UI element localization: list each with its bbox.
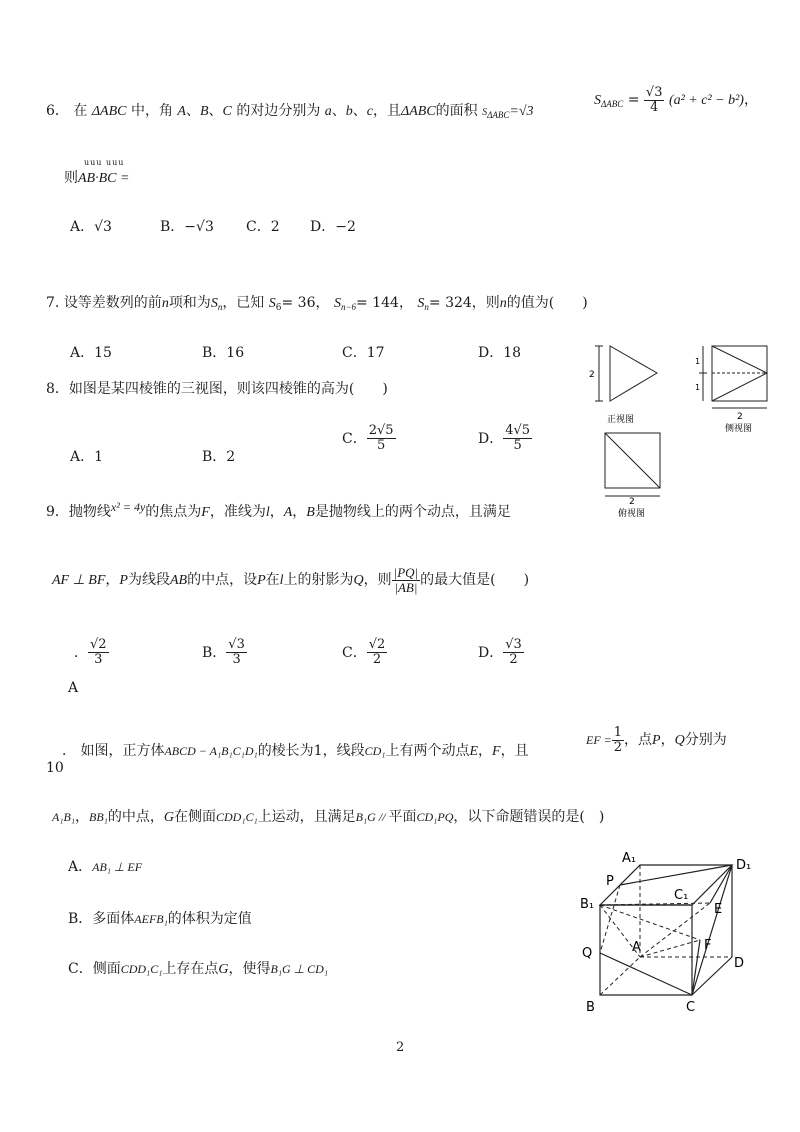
top-view-label: 俯视图 [618, 509, 646, 519]
q10-number: 10 [46, 760, 64, 776]
q9-line2 [52, 566, 529, 594]
q6-formula-eq: = [627, 92, 640, 109]
q9-text: 的最大值是( ) [420, 572, 530, 589]
q10-text: 上运动，且满足 [257, 809, 356, 825]
frac-num: √2 [90, 637, 107, 652]
q6-formula-sub: ΔABC [601, 99, 624, 110]
q6-option-b[interactable] [160, 216, 214, 236]
q10-option-b[interactable] [68, 908, 252, 928]
side-dim-1a: 1 [695, 357, 701, 366]
q10-option-a[interactable] [68, 856, 142, 876]
q6-formula-s: S [594, 93, 601, 109]
option-letter: A [68, 680, 79, 696]
q6-area-eq: =√3 [509, 104, 534, 119]
option-label: D． [310, 219, 336, 235]
option-value: 18 [503, 345, 522, 361]
side-view-label: 侧视图 [725, 424, 753, 434]
q10-cube: ABCD − A₁B₁C₁D₁ [164, 744, 258, 758]
q7-line: 7. 设等差数列的前n项和为$S_n$，已知 $S_6= 36$， $S_{n-6}= 144$， $S_n= 324$，则n的值为( ) [46, 295, 588, 313]
option-label: D． [478, 345, 504, 361]
q10-text: 的中点， [107, 809, 164, 825]
option-text: ，使得 [228, 961, 271, 977]
q9-var: A [283, 505, 293, 520]
q9-text: ，则 [363, 572, 392, 589]
q10-var: Q [674, 733, 685, 749]
q7-option-b[interactable] [202, 342, 244, 362]
option-label: A． [70, 345, 95, 361]
q10-text: ，且 [500, 743, 529, 759]
option-value: 2 [270, 219, 280, 235]
option-label: D． [478, 431, 504, 448]
label-A1: A₁ [622, 851, 637, 866]
q10-text: 在侧面 [173, 809, 216, 825]
q9-text: 是抛物线上的两个动点，且满足 [314, 504, 511, 520]
q10-text: ，点 [624, 732, 653, 749]
q10-text: 如图，正方体 [80, 743, 165, 759]
q10-line1b [586, 726, 727, 754]
q10-text: 分别为 [684, 732, 727, 749]
q6-vector-marks: uuu uuu [84, 158, 125, 167]
label-F: F [704, 938, 712, 953]
q6-text: 的面积 [435, 103, 478, 119]
option-fraction [88, 638, 109, 666]
q10-dot: ． [62, 743, 76, 759]
option-label: A． [70, 449, 95, 465]
q6-var: C [222, 104, 232, 119]
option-text: 侧面 [92, 961, 121, 977]
q7-sub: n [217, 302, 223, 312]
q7-option-c[interactable] [342, 342, 385, 362]
q6-text: 、 [352, 103, 367, 119]
q7-var: S [417, 296, 425, 311]
option-label: C． [68, 961, 93, 977]
q9-text: 为线段 [127, 572, 170, 589]
q8-option-b[interactable] [202, 446, 235, 466]
q10-line1 [62, 740, 529, 760]
q10-var: G [163, 810, 174, 825]
option-value: AB₁ ⊥ EF [92, 860, 143, 874]
frac-num: |PQ| [393, 565, 419, 580]
option-value: √3 [94, 219, 112, 235]
q6-option-a[interactable] [70, 216, 112, 236]
q6-var: b [345, 104, 353, 119]
option-text: 的体积为定值 [167, 911, 252, 927]
q9-option-c[interactable] [342, 638, 387, 666]
q9-text: 上的射影为 [283, 572, 354, 589]
q6-text: 中，角 [130, 103, 173, 119]
label-E: E [714, 902, 723, 917]
q7-sub: 6 [275, 303, 282, 313]
q9-number: 9． [46, 504, 69, 520]
page-number: 2 [396, 1040, 405, 1055]
option-value: 15 [94, 345, 112, 361]
q10-text: ， [660, 732, 675, 749]
q10-var: E [469, 744, 479, 759]
q7-text: ，则 [471, 295, 500, 311]
q6-text: 则 [64, 170, 78, 186]
q10-text: 上有两个动点 [385, 743, 470, 759]
front-view-label: 正视图 [607, 415, 635, 425]
q10-text: 平面 [388, 809, 417, 825]
label-P: P [606, 874, 614, 889]
q10-plane: CD₁PQ [416, 810, 454, 824]
q10-text: ， [478, 743, 493, 759]
q6-text: 、 [208, 103, 223, 119]
option-label: A． [70, 219, 95, 235]
q6-triangle: ΔABC [91, 104, 127, 119]
q6-option-c[interactable] [246, 216, 280, 236]
q9-option-d[interactable] [478, 638, 524, 666]
option-label: B． [68, 911, 93, 927]
frac-den: 5 [513, 437, 522, 453]
q9-text: 的焦点为 [145, 504, 202, 520]
q6-line1 [46, 100, 534, 120]
three-view-diagram [585, 336, 785, 526]
top-dim-2: 2 [629, 497, 635, 507]
option-face: CDD₁C₁ [120, 962, 163, 976]
q6-number: 6． [46, 103, 69, 119]
q7-sub: n−6 [340, 302, 357, 312]
option-label: C． [342, 345, 367, 361]
q6-vector-expr: AB·BC = [78, 171, 130, 186]
q7-var: n [161, 296, 169, 311]
q9-var: l [265, 505, 270, 520]
option-fraction [367, 638, 388, 666]
option-label: C． [342, 431, 367, 448]
option-text: 多面体 [92, 911, 135, 927]
label-Q: Q [582, 946, 593, 961]
q7-var: S [333, 296, 341, 311]
q9-text: ， [269, 504, 284, 520]
frac-num: √3 [228, 637, 245, 652]
q9-text: 的中点，设 [187, 572, 258, 589]
option-fraction [503, 638, 524, 666]
q7-text: ，已知 [222, 295, 265, 311]
q7-text: 设等差数列的前 [63, 295, 162, 311]
q6-formula [594, 86, 758, 114]
label-C: C [686, 1000, 696, 1015]
q6-text: 的对边分别为 [236, 103, 321, 119]
q8-option-d[interactable] [478, 424, 532, 452]
q10-text: 的棱长为1，线段 [257, 743, 365, 759]
q10-var: P [652, 733, 661, 749]
option-label: B． [160, 219, 185, 235]
q9-var: P [257, 573, 266, 589]
frac-num: √2 [368, 637, 386, 652]
q7-number: 7. [46, 295, 60, 311]
option-label: B． [202, 449, 227, 465]
q6-frac-num: √3 [645, 85, 663, 100]
q10-text: ，以下命题错误的是( ) [453, 809, 605, 825]
q9-text: ，准线为 [209, 504, 266, 520]
q9-text: ， [105, 572, 120, 589]
q9-var: F [201, 505, 210, 520]
q6-frac-den: 4 [650, 99, 659, 115]
q9-text: ， [292, 504, 307, 520]
q7-option-a[interactable] [70, 342, 112, 362]
q8-option-a[interactable] [70, 446, 103, 466]
q10-relation: B₁G // [355, 810, 389, 824]
q7-var: n [499, 296, 507, 311]
option-label: B． [202, 645, 227, 662]
frac-den: 5 [376, 437, 386, 453]
label-B: B [586, 1000, 595, 1015]
frac-den: |AB| [394, 579, 418, 595]
option-label: A． [68, 859, 93, 875]
q7-var: S [268, 296, 276, 311]
q6-text: ， [743, 92, 758, 109]
frac-den: 2 [372, 651, 382, 667]
q6-triangle: ΔABC [401, 104, 436, 119]
q8-text: 如图是某四棱锥的三视图，则该四棱锥的高为( ) [68, 381, 388, 397]
front-view [595, 346, 657, 401]
option-value: 16 [226, 345, 245, 361]
q7-option-d[interactable] [478, 342, 521, 362]
q7-text: 项和为 [168, 295, 211, 311]
q6-text: ，且 [373, 103, 401, 119]
option-label: C． [342, 645, 367, 662]
q10-ef: EF = [586, 733, 612, 748]
q10-option-c[interactable] [68, 958, 328, 978]
q9-option-a[interactable] [68, 637, 109, 696]
q6-var: a [324, 104, 332, 119]
q6-var: B [199, 104, 209, 119]
q6-var: c [366, 104, 373, 119]
option-label: D． [478, 645, 504, 662]
q7-var: S [210, 296, 218, 311]
option-fraction [367, 424, 396, 452]
q6-area-s: S [482, 107, 488, 118]
top-view [605, 433, 660, 496]
frac-num: √3 [505, 637, 522, 652]
q9-text: 抛物线 [68, 504, 111, 520]
option-value: 2 [226, 449, 236, 465]
q6-formula-fraction [644, 86, 665, 114]
q6-text: 、 [331, 103, 346, 119]
option-label: B． [202, 345, 227, 361]
frac-den: 3 [232, 651, 241, 667]
q10-var: F [492, 744, 501, 759]
label-B1: B₁ [580, 897, 595, 912]
q9-equation: x² = 4y [110, 500, 146, 514]
option-value: −√3 [184, 219, 214, 235]
option-label: ． [74, 645, 88, 662]
label-C1: C₁ [674, 888, 689, 903]
q10-segment: CD₁ [364, 744, 386, 758]
option-value: 17 [366, 345, 385, 361]
option-poly: AEFB₁ [134, 912, 168, 926]
side-dim-2: 2 [737, 412, 743, 422]
q9-fraction [392, 566, 420, 594]
q6-text: 在 [73, 103, 88, 119]
q10-face: CDD₁C₁ [215, 810, 258, 824]
option-relation: B₁G ⊥ CD₁ [270, 962, 328, 976]
option-fraction [226, 638, 247, 666]
q6-formula-paren: (a² + c² − b²) [668, 93, 744, 109]
q7-text: 的值为( ) [506, 295, 588, 311]
q10-segment: BB₁ [89, 810, 108, 824]
side-view [699, 346, 767, 408]
frac-den: 2 [509, 651, 518, 667]
q9-var: AB [169, 573, 188, 589]
front-dim-label: 2 [589, 370, 595, 380]
q9-var: l [279, 573, 284, 589]
cube-diagram [570, 845, 770, 1020]
q8-number: 8． [46, 381, 69, 397]
q9-option-b[interactable] [202, 638, 247, 666]
frac-den: 2 [613, 739, 623, 755]
q7-value: = 144 [356, 295, 399, 311]
q9-var: Q [353, 573, 364, 589]
q10-text: ， [75, 809, 90, 825]
q10-ef-fraction [612, 726, 624, 754]
option-value: −2 [335, 219, 356, 235]
q6-text: 、 [185, 103, 200, 119]
q7-value: = 324 [428, 295, 472, 311]
side-dim-1b: 1 [695, 383, 701, 392]
q7-sub: n [424, 302, 429, 312]
frac-num: 4√5 [505, 423, 531, 438]
q10-segment: A₁B₁ [52, 810, 76, 824]
q8-option-c[interactable] [342, 424, 396, 452]
q9-condition: AF ⊥ BF [52, 573, 106, 589]
q6-area-sub: ΔABC [487, 110, 510, 120]
label-A: A [632, 940, 641, 955]
q9-line1 [46, 500, 511, 521]
option-text: 上存在点 [162, 961, 219, 977]
option-var: G [218, 962, 229, 977]
option-label: C． [246, 219, 271, 235]
q7-value: = 36 [281, 295, 316, 311]
q9-text: 在 [265, 572, 280, 589]
option-fraction [503, 424, 532, 452]
q6-option-d[interactable] [310, 216, 356, 236]
q6-var: A [177, 104, 186, 119]
q6-line2 [64, 158, 129, 187]
frac-den: 3 [94, 651, 103, 667]
frac-num: 2√5 [368, 423, 394, 438]
label-D1: D₁ [736, 858, 752, 873]
q9-var: B [306, 505, 315, 520]
frac-num: 1 [613, 725, 623, 740]
q9-var: P [119, 573, 128, 589]
q8-line [46, 378, 388, 398]
option-value: 1 [94, 449, 104, 465]
q10-line2 [52, 806, 604, 826]
label-D: D [734, 956, 745, 971]
